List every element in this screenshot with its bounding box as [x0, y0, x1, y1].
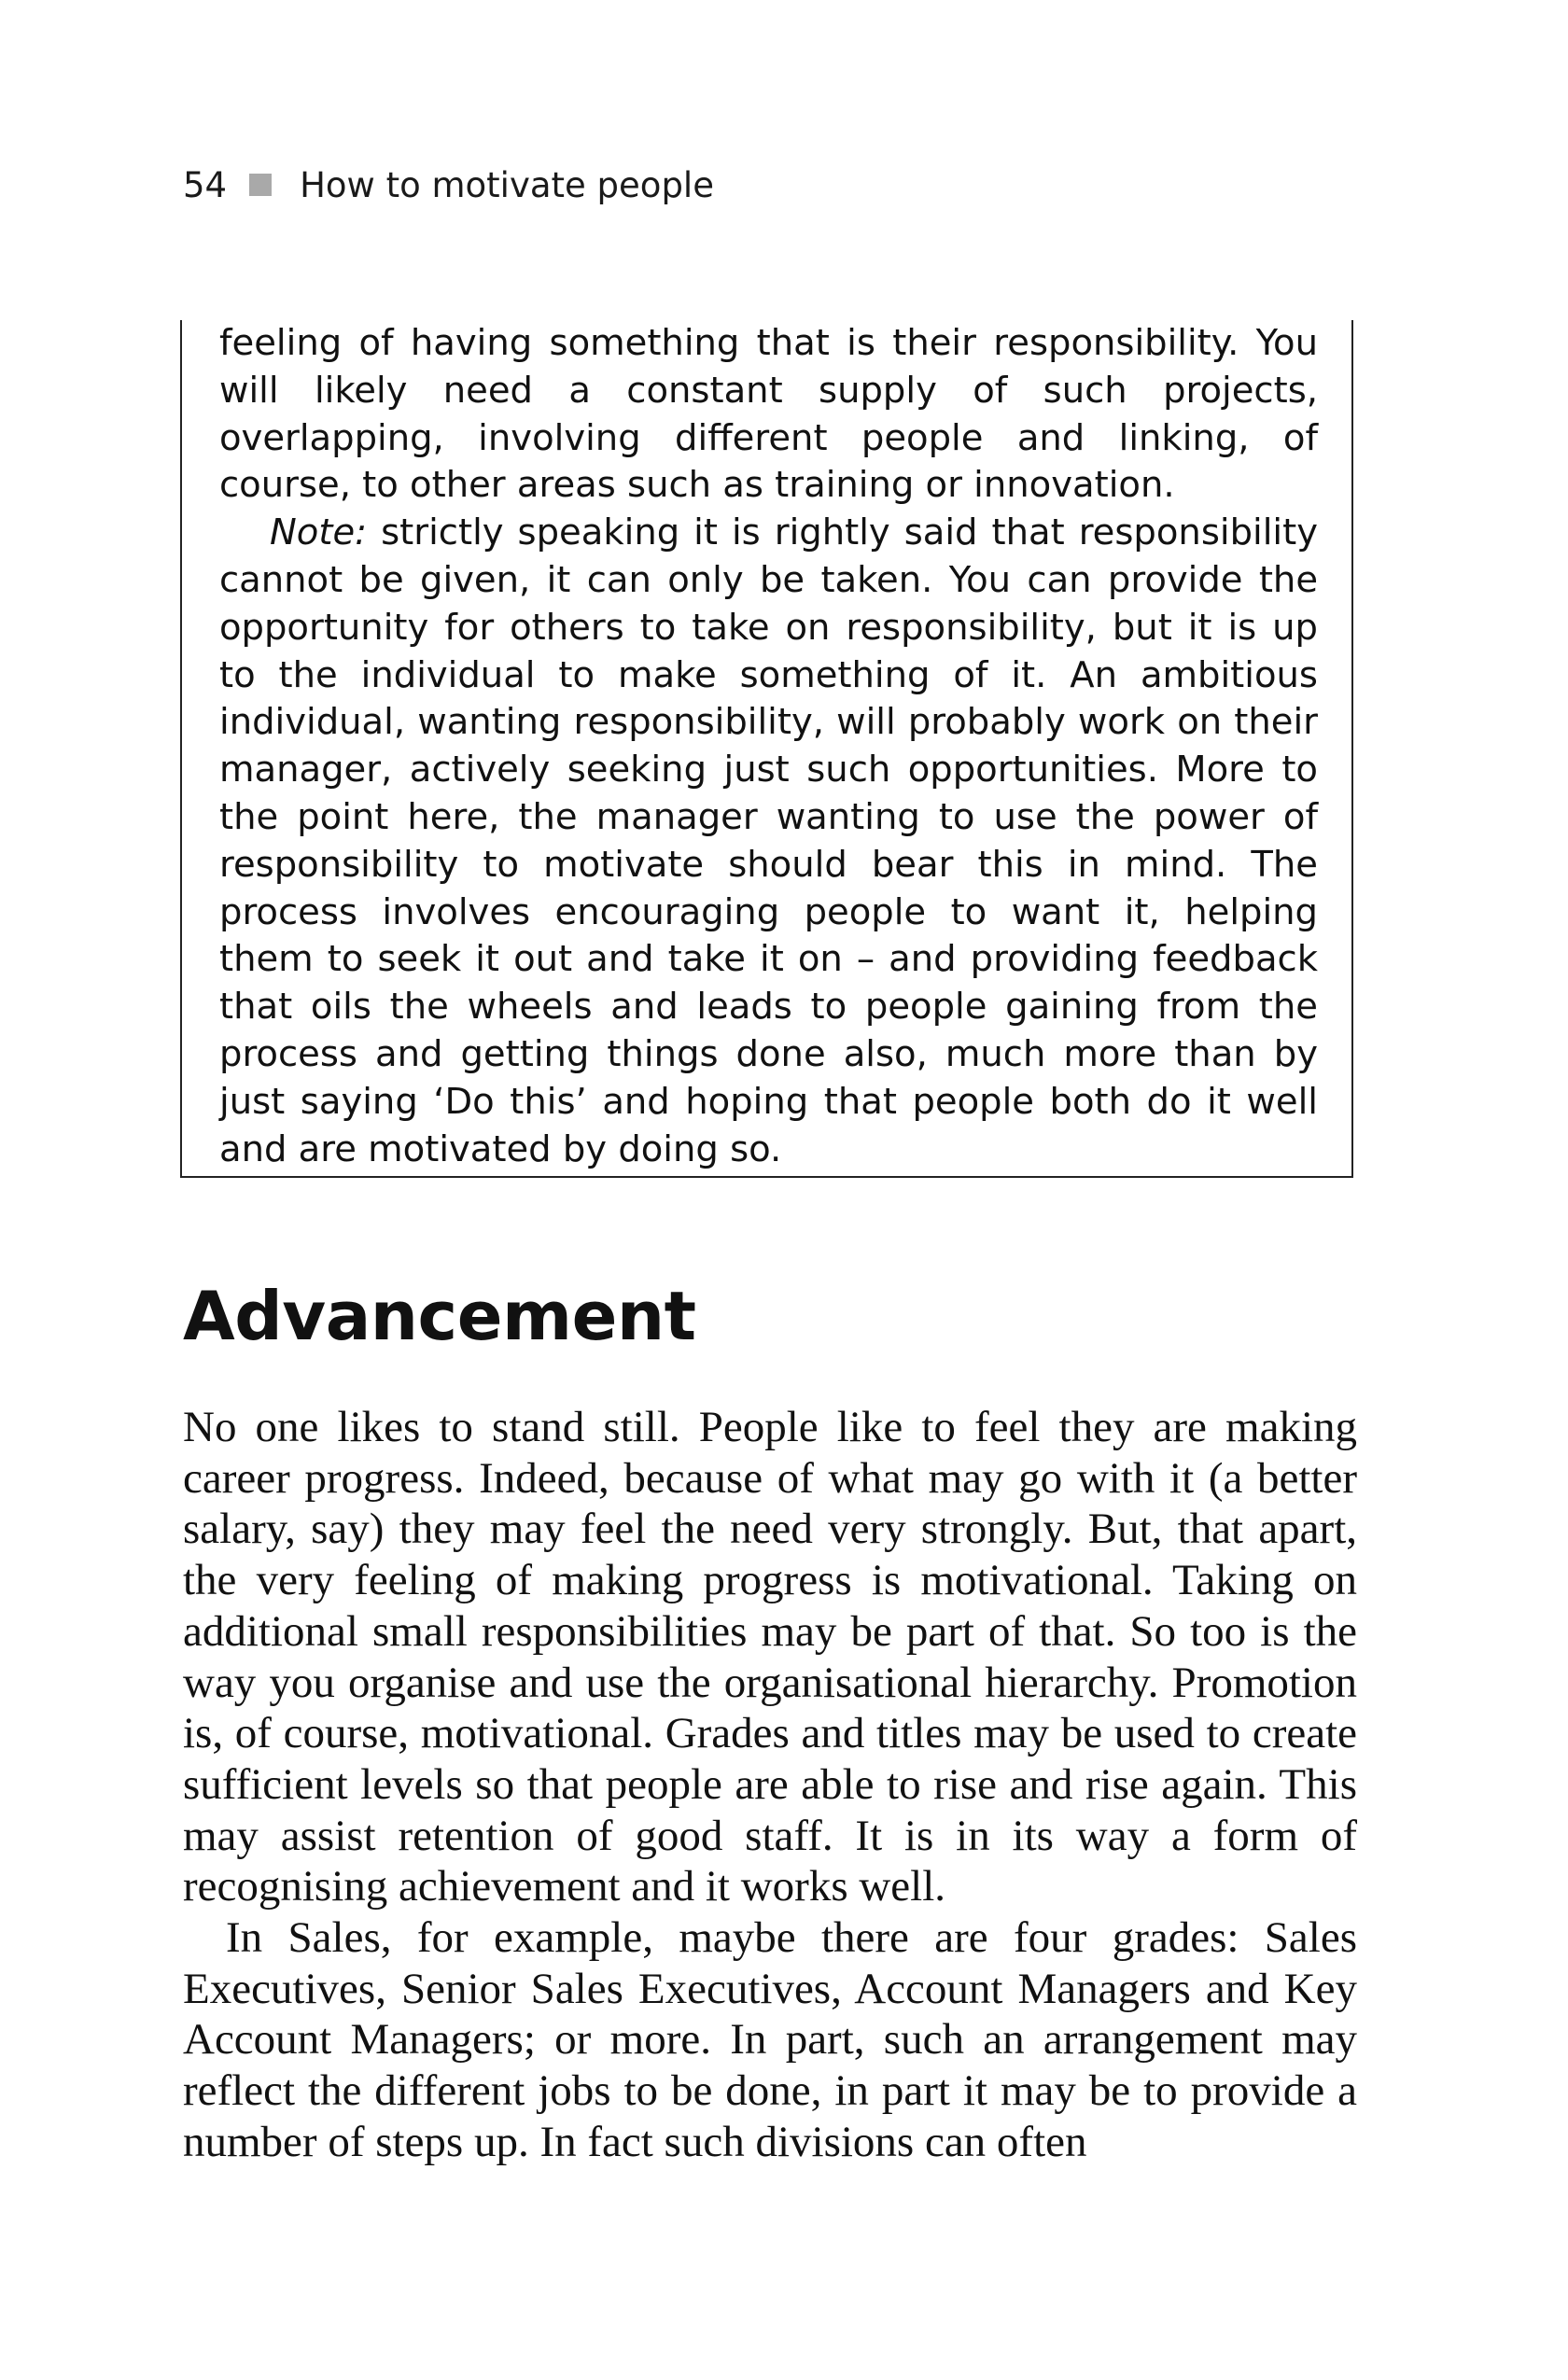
boxed-text — [219, 320, 1318, 1173]
body-text — [183, 1402, 1357, 2168]
header-separator-square — [249, 174, 272, 196]
section-heading: Advancement — [183, 1277, 696, 1355]
body-paragraph: In Sales, for example, maybe there are four grades: Sales Executives, Senior Sales Executives, Account Managers and Key Account Managers; or more. In part, such an arrangement may reflect the different jobs to be done, in part it may be to provide a number of steps up. In fact such divisions can often — [183, 1913, 1357, 2166]
boxed-text-panel — [180, 320, 1353, 1178]
running-title: How to motivate people — [300, 164, 714, 205]
note-body: strictly speaking it is rightly said that responsibility cannot be given, it can only be taken. You can provide the opportunity for others to take on responsibility, but it is up to the individual to make something of it. An ambitious individual, wanting responsibility, will probably work on their manager, actively seeking just such opportunities. More to the point here, the manager wanting to use the power of responsibility to motivate should bear this in mind. The process involves encouraging people to want it, helping them to seek it out and take it on – and providing feedback that oils the wheels and leads to people gaining from the process and getting things done also, much more than by just saying ‘Do this’ and hoping that people both do it well and are motivated by doing so. — [219, 511, 1318, 1170]
note-lead: Note: — [270, 511, 368, 554]
box-paragraph-note — [219, 510, 1318, 1173]
box-paragraph: feeling of having something that is their responsibility. You will likely need a constant supply of such projects, overlapping, involving different people and linking, of course, to other areas such as training or innovation. — [219, 322, 1318, 507]
page-number: 54 — [183, 164, 228, 205]
running-header — [183, 161, 714, 209]
body-paragraph: No one likes to stand still. People like to feel they are making career progress. Indeed, because of what may go with it (a better salary, say) they may feel the need very strongly. But, that apart, the very feeling of making progress is motivational. Taking on additional small responsibilities may be part of that. So too is the way you organise and use the organisational hierarchy. Promotion is, of course, motivational. Grades and titles may be used to create sufficient levels so that people are able to rise and rise again. This may assist retention of good staff. It is in its way a form of recognising achievement and it works well. — [183, 1403, 1357, 1911]
